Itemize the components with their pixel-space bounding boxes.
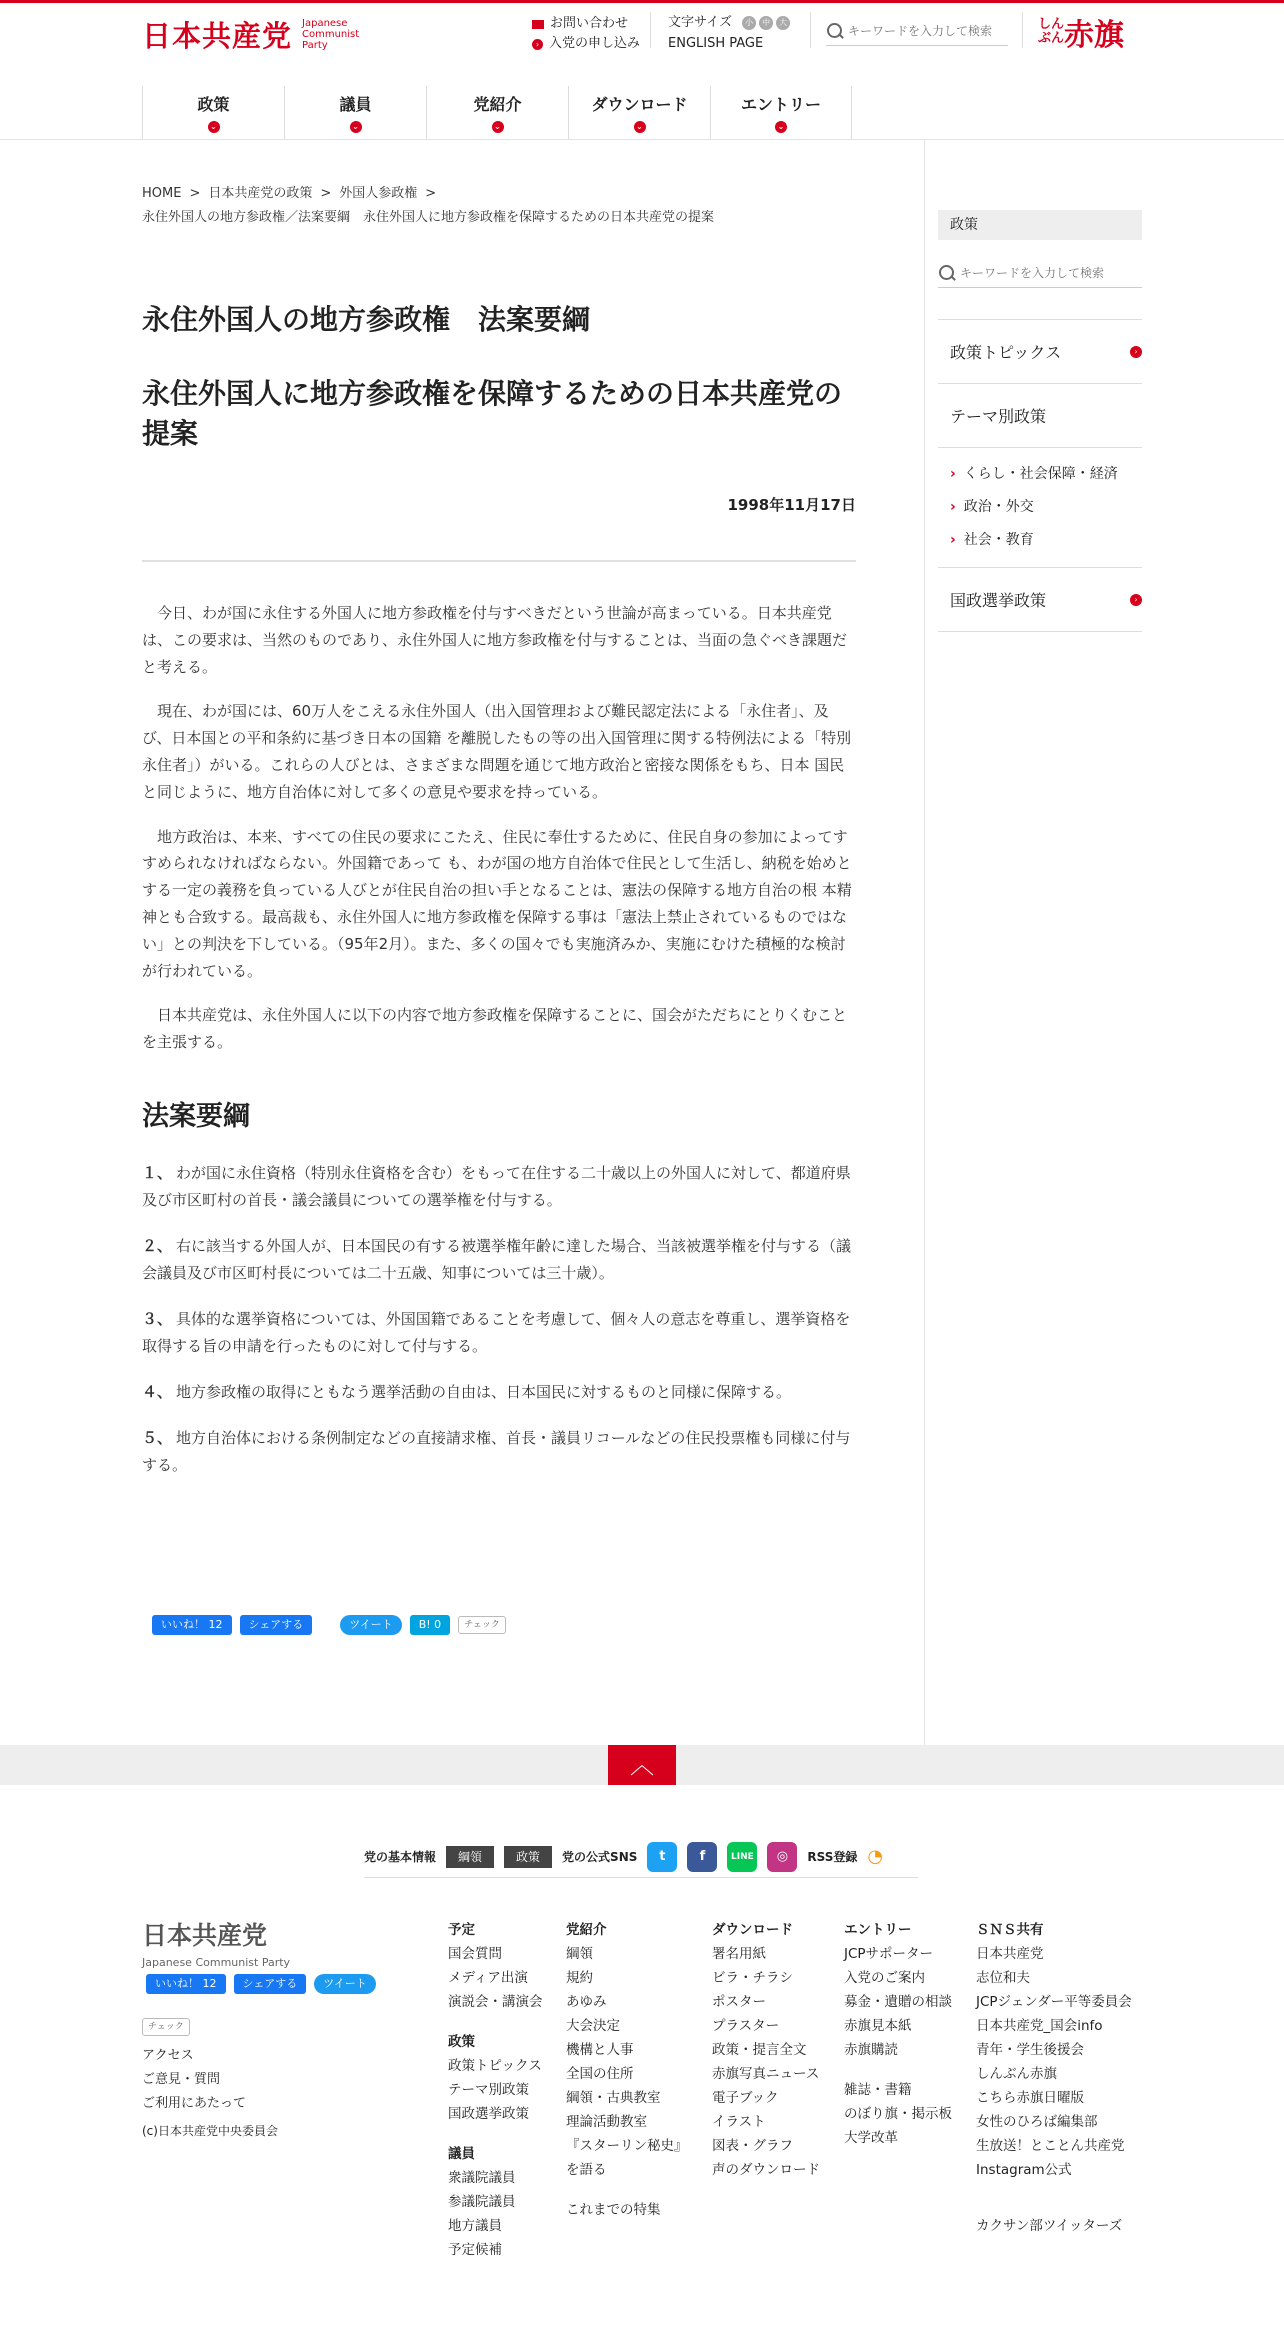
footer-heading[interactable]: ダウンロード bbox=[712, 1922, 793, 1938]
chevron-right-icon: › bbox=[1130, 346, 1142, 358]
breadcrumb-current: 永住外国人の地方参政権／法案要綱 永住外国人に地方参政権を保障するための日本共産党の提案 bbox=[142, 210, 715, 225]
footer-link[interactable]: 綱領・古典教室 bbox=[566, 2090, 661, 2106]
breadcrumb-home[interactable]: HOME bbox=[142, 186, 182, 201]
footer-link[interactable]: 政策トピックス bbox=[448, 2058, 542, 2074]
rss-label[interactable]: RSS登録 bbox=[807, 1850, 858, 1864]
basic-info-label: 党の基本情報 bbox=[364, 1850, 437, 1864]
sidebar-sub-item[interactable]: › くらし・社会保障・経済 bbox=[950, 462, 1142, 495]
footer-logo[interactable]: 日本共産党 Japanese Communist Party bbox=[142, 1921, 291, 1969]
footer-link[interactable]: 入党のご案内 bbox=[844, 1970, 925, 1986]
mail-icon bbox=[532, 20, 544, 29]
instagram-icon[interactable]: ◎ bbox=[767, 1842, 797, 1872]
bill-items bbox=[142, 1160, 856, 1498]
sidebar-search-input[interactable] bbox=[960, 266, 1110, 280]
search-icon[interactable] bbox=[938, 264, 956, 282]
opinion-link[interactable]: ご意見・質問 bbox=[142, 2072, 221, 2087]
breadcrumb-policy[interactable]: 日本共産党の政策 bbox=[208, 186, 313, 201]
divider bbox=[810, 12, 811, 48]
footer-link[interactable]: を語る bbox=[566, 2162, 607, 2178]
footer-link[interactable]: 電子ブック bbox=[712, 2090, 779, 2106]
footer-link[interactable]: 国会質問 bbox=[448, 1946, 502, 1962]
footer-link[interactable]: 志位和夫 bbox=[976, 1970, 1030, 1986]
section-title: 法案要綱 bbox=[142, 1101, 250, 1132]
sidebar-sublist bbox=[938, 448, 1142, 568]
footer-heading[interactable]: 党紹介 bbox=[566, 1922, 607, 1938]
list-item: １、 わが国に永住資格（特別永住資格を含む）をもって在住する二十歳以上の外国人に対して、都道府県及び市区町村の首長・議会議員についての選挙権を付与する。 bbox=[142, 1164, 851, 1209]
footer-link[interactable]: 国政選挙政策 bbox=[448, 2106, 529, 2122]
footer-link[interactable]: 声のダウンロード bbox=[712, 2162, 820, 2178]
footer-link[interactable]: 赤旗購読 bbox=[844, 2042, 898, 2058]
divider bbox=[142, 560, 856, 562]
share-buttons bbox=[152, 1615, 506, 1635]
footer-link[interactable]: 青年・学生後援会 bbox=[976, 2042, 1084, 2058]
breadcrumb-category[interactable]: 外国人参政権 bbox=[339, 186, 418, 201]
footer-heading[interactable]: 予定 bbox=[448, 1922, 475, 1938]
sidebar bbox=[924, 210, 1142, 632]
font-size-large-button[interactable]: 大 bbox=[776, 16, 790, 30]
footer-link[interactable]: 参議院議員 bbox=[448, 2194, 516, 2210]
nav-about[interactable]: 党紹介 ⌄ bbox=[426, 86, 568, 140]
sidebar-item-topics[interactable]: 政策トピックス › bbox=[938, 320, 1142, 384]
terms-link[interactable]: ご利用にあたって bbox=[142, 2096, 247, 2111]
page-title: 永住外国人の地方参政権 法案要綱 bbox=[142, 303, 591, 336]
paragraph: 現在、わが国には、60万人をこえる永住外国人（出入国管理および難民認定法による「永住者」、及び、日本国との平和条約に基づき日本の国籍 を離脱したもの等の出入国管理に関する特例法による「特別永住者」）がいる。これらの人びとは、さまざまな問題を通じて地方政治と密接な関係をもち、日本 国民と同じように、地方自治体に対して多くの意見や要求を持っている。 bbox=[142, 702, 852, 801]
akahata-logo[interactable] bbox=[1038, 10, 1124, 54]
font-size-control bbox=[668, 12, 790, 54]
footer-col bbox=[448, 1918, 543, 2262]
footer-link[interactable]: 衆議院議員 bbox=[448, 2170, 516, 2186]
chevron-down-icon: ⌄ bbox=[634, 121, 646, 133]
tweet-button[interactable]: ツイート bbox=[314, 1974, 375, 1994]
tweet-button[interactable]: ツイート bbox=[340, 1615, 401, 1635]
footer-link[interactable]: しんぶん赤旗 bbox=[976, 2066, 1057, 2082]
footer-link[interactable]: 機構と人事 bbox=[566, 2042, 634, 2058]
line-icon[interactable]: LINE bbox=[727, 1842, 757, 1872]
sns-label: 党の公式SNS bbox=[562, 1850, 638, 1864]
nav-divider bbox=[0, 139, 1284, 140]
site-logo[interactable] bbox=[142, 14, 382, 55]
footer-link[interactable]: 募金・遺贈の相談 bbox=[844, 1994, 952, 2010]
chevron-right-icon: › bbox=[1130, 594, 1142, 606]
page-top-button[interactable] bbox=[608, 1745, 676, 1785]
akahata-small: しんぶん bbox=[1038, 17, 1065, 46]
footer-link[interactable]: 規約 bbox=[566, 1970, 593, 1986]
logo-english: Japanese Communist Party bbox=[302, 18, 360, 51]
sidebar-category: 政策 bbox=[938, 210, 1142, 240]
nav-download[interactable]: ダウンロード ⌄ bbox=[568, 86, 710, 140]
footer-link[interactable]: あゆみ bbox=[566, 1994, 607, 2010]
footer-heading[interactable]: 政策 bbox=[448, 2034, 475, 2050]
footer-link[interactable]: これまでの特集 bbox=[566, 2202, 661, 2218]
font-size-medium-button[interactable]: 中 bbox=[759, 16, 773, 30]
footer-heading[interactable]: エントリー bbox=[844, 1922, 912, 1938]
sidebar-search bbox=[938, 258, 1142, 288]
publish-date: 1998年11月17日 bbox=[727, 496, 856, 514]
font-size-small-button[interactable]: 小 bbox=[742, 16, 756, 30]
footer-link[interactable]: JCPサポーター bbox=[844, 1946, 934, 1962]
divider bbox=[1022, 12, 1023, 48]
footer-link[interactable]: Instagram公式 bbox=[976, 2162, 1072, 2178]
footer-link[interactable]: 『スターリン秘史』 bbox=[566, 2138, 688, 2154]
header-search bbox=[826, 16, 1008, 46]
footer-info-bar bbox=[364, 1836, 918, 1878]
divider bbox=[650, 12, 651, 48]
footer-link[interactable]: 図表・グラフ bbox=[712, 2138, 793, 2154]
chevron-down-icon: ⌄ bbox=[350, 121, 362, 133]
footer-link[interactable]: 女性のひろば編集部 bbox=[976, 2114, 1098, 2130]
contact-link[interactable]: お問い合わせ bbox=[532, 14, 640, 34]
header-search-input[interactable] bbox=[848, 24, 998, 38]
chevron-down-icon: ⌄ bbox=[208, 121, 220, 133]
footer-heading[interactable]: 議員 bbox=[448, 2146, 475, 2162]
sidebar-item-election[interactable]: 国政選挙政策 › bbox=[938, 568, 1142, 632]
footer-link[interactable]: 赤旗見本紙 bbox=[844, 2018, 912, 2034]
access-link[interactable]: アクセス bbox=[142, 2048, 194, 2063]
footer-link[interactable]: ポスター bbox=[712, 1994, 766, 2010]
top-accent-line bbox=[0, 0, 1284, 3]
chevron-down-icon: ⌄ bbox=[492, 121, 504, 133]
arrow-right-icon: › bbox=[532, 39, 543, 50]
footer-mini-links bbox=[142, 2044, 246, 2116]
footer-link[interactable]: 政策・提言全文 bbox=[712, 2042, 807, 2058]
list-item: ５、 地方自治体における条例制定などの直接請求権、首長・議員リコールなどの住民投票権も同様に付与する。 bbox=[142, 1429, 851, 1474]
footer-col bbox=[976, 1918, 1132, 2238]
main-nav bbox=[142, 86, 852, 140]
paragraph: 日本共産党は、永住外国人に以下の内容で地方参政権を保障することに、国会がただちにとりくむことを主張する。 bbox=[142, 1006, 848, 1052]
twitter-icon[interactable]: t bbox=[647, 1842, 677, 1872]
footer-heading[interactable]: ＳＮＳ共有 bbox=[976, 1922, 1044, 1938]
nav-entry[interactable]: エントリー ⌄ bbox=[710, 86, 852, 140]
facebook-like-button[interactable]: いいね！ 12 bbox=[146, 1974, 226, 1994]
footer-link[interactable]: 地方議員 bbox=[448, 2218, 502, 2234]
footer-col bbox=[712, 1918, 820, 2182]
rss-icon[interactable]: ◔ bbox=[867, 1846, 884, 1867]
footer-link[interactable]: 雑誌・書籍 bbox=[844, 2082, 912, 2098]
footer-tag-platform[interactable]: 綱領 bbox=[446, 1846, 494, 1868]
join-link[interactable]: › 入党の申し込み bbox=[532, 34, 640, 54]
footer-col bbox=[844, 1918, 952, 2150]
footer-link[interactable]: メディア出演 bbox=[448, 1970, 528, 1986]
list-item: ３、 具体的な選挙資格については、外国国籍であることを考慮して、個々人の意志を尊重し、選挙資格を取得する旨の申請を行ったものに対して付与する。 bbox=[142, 1310, 851, 1355]
footer-link[interactable]: 日本共産党 bbox=[976, 1946, 1044, 1962]
chevron-down-icon: ⌄ bbox=[775, 121, 787, 133]
footer-tag-policy[interactable]: 政策 bbox=[504, 1846, 552, 1868]
list-item: ２、 右に該当する外国人が、日本国民の有する被選挙権年齢に達した場合、当該被選挙権を付与する（議会議員及び市区町村長については二十五歳、知事については三十歳）。 bbox=[142, 1237, 852, 1282]
footer-link[interactable]: のぼり旗・掲示板 bbox=[844, 2106, 952, 2122]
footer-link[interactable]: 大学改革 bbox=[844, 2130, 898, 2146]
footer-link[interactable]: イラスト bbox=[712, 2114, 766, 2130]
breadcrumb: HOME > 日本共産党の政策 > 外国人参政権 > 永住外国人の地方参政権／法案要綱 永住外国人に地方参政権を保障するための日本共産党の提案 bbox=[142, 186, 715, 225]
footer-link[interactable]: 理論活動教室 bbox=[566, 2114, 647, 2130]
header-links bbox=[532, 14, 640, 54]
logo-text: 日本共産党 bbox=[142, 19, 293, 53]
nav-members[interactable]: 議員 ⌄ bbox=[284, 86, 426, 140]
sidebar-sub-item[interactable]: › 社会・教育 bbox=[950, 528, 1142, 561]
footer-link[interactable]: プラスター bbox=[712, 2018, 780, 2034]
footer-link[interactable]: 演説会・講演会 bbox=[448, 1994, 543, 2010]
footer-link[interactable]: カクサン部ツイッターズ bbox=[976, 2218, 1123, 2234]
footer-share bbox=[146, 1974, 376, 1994]
mixi-check-button[interactable]: チェック bbox=[458, 1616, 506, 1634]
chevron-up-icon: ︿ bbox=[630, 1751, 654, 1779]
footer-link[interactable]: 生放送！とことん共産党 bbox=[976, 2138, 1125, 2154]
english-page-link[interactable]: ENGLISH PAGE bbox=[668, 36, 764, 51]
footer-link[interactable]: 予定候補 bbox=[448, 2242, 502, 2258]
copyright: (c)日本共産党中央委員会 bbox=[142, 2124, 278, 2138]
akahata-big: 赤旗 bbox=[1064, 18, 1124, 53]
mixi-check-button[interactable]: チェック bbox=[142, 2018, 190, 2036]
footer-link[interactable]: 日本共産党_国会info bbox=[976, 2018, 1103, 2034]
footer-link[interactable]: 全国の住所 bbox=[566, 2066, 634, 2082]
footer-link[interactable]: テーマ別政策 bbox=[448, 2082, 529, 2098]
hatena-bookmark-button[interactable]: B! 0 bbox=[410, 1615, 450, 1635]
page-subtitle: 永住外国人に地方参政権を保障するための日本共産党の提案 bbox=[142, 377, 843, 450]
footer-link[interactable]: 署名用紙 bbox=[712, 1946, 766, 1962]
facebook-like-button[interactable]: いいね！ 12 bbox=[152, 1615, 232, 1635]
footer-link[interactable]: こちら赤旗日曜版 bbox=[976, 2090, 1084, 2106]
sidebar-item-theme[interactable]: テーマ別政策 bbox=[938, 384, 1142, 448]
footer-link[interactable]: JCPジェンダー平等委員会 bbox=[976, 1994, 1132, 2010]
footer-col bbox=[566, 1918, 688, 2222]
footer-link[interactable]: 赤旗写真ニュース bbox=[712, 2066, 820, 2082]
footer-check bbox=[142, 2014, 190, 2036]
paragraph: 今日、わが国に永住する外国人に地方参政権を付与すべきだという世論が高まっている。日本共産党は、この要求は、当然のものであり、永住外国人に地方参政権を付与することは、当面の急ぐべき課題だと考える。 bbox=[142, 604, 848, 676]
article-body bbox=[142, 600, 856, 1074]
footer-link[interactable]: ビラ・チラシ bbox=[712, 1970, 793, 1986]
search-icon[interactable] bbox=[826, 22, 844, 40]
font-size-label: 文字サイズ bbox=[668, 15, 732, 30]
facebook-icon[interactable]: f bbox=[687, 1842, 717, 1872]
list-item: ４、 地方参政権の取得にともなう選挙活動の自由は、日本国民に対するものと同様に保障する。 bbox=[142, 1383, 792, 1401]
sidebar-sub-item[interactable]: › 政治・外交 bbox=[950, 495, 1142, 528]
paragraph: 地方政治は、本来、すべての住民の要求にこたえ、住民に奉仕するために、住民自身の参加によってすすめられなければならない。外国籍であって も、わが国の地方自治体で住民として生活し、納税を始めとする一定の義務を負っている人びとが住民自治の担い手となることは、憲法の保障する地方自治の根 本精神とも合致する。最高裁も、永住外国人に地方参政権を保障する事は「憲法上禁止されているものではない」との判決を下している。（95年2月）。また、多くの国々でも実施済みか、実施にむけた積極的な検討が行われている。 bbox=[142, 827, 852, 980]
footer-link[interactable]: 大会決定 bbox=[566, 2018, 620, 2034]
facebook-share-button[interactable]: シェアする bbox=[240, 1615, 313, 1635]
footer-link[interactable]: 綱領 bbox=[566, 1946, 593, 1962]
facebook-share-button[interactable]: シェアする bbox=[234, 1974, 307, 1994]
nav-policy[interactable]: 政策 ⌄ bbox=[142, 86, 284, 140]
